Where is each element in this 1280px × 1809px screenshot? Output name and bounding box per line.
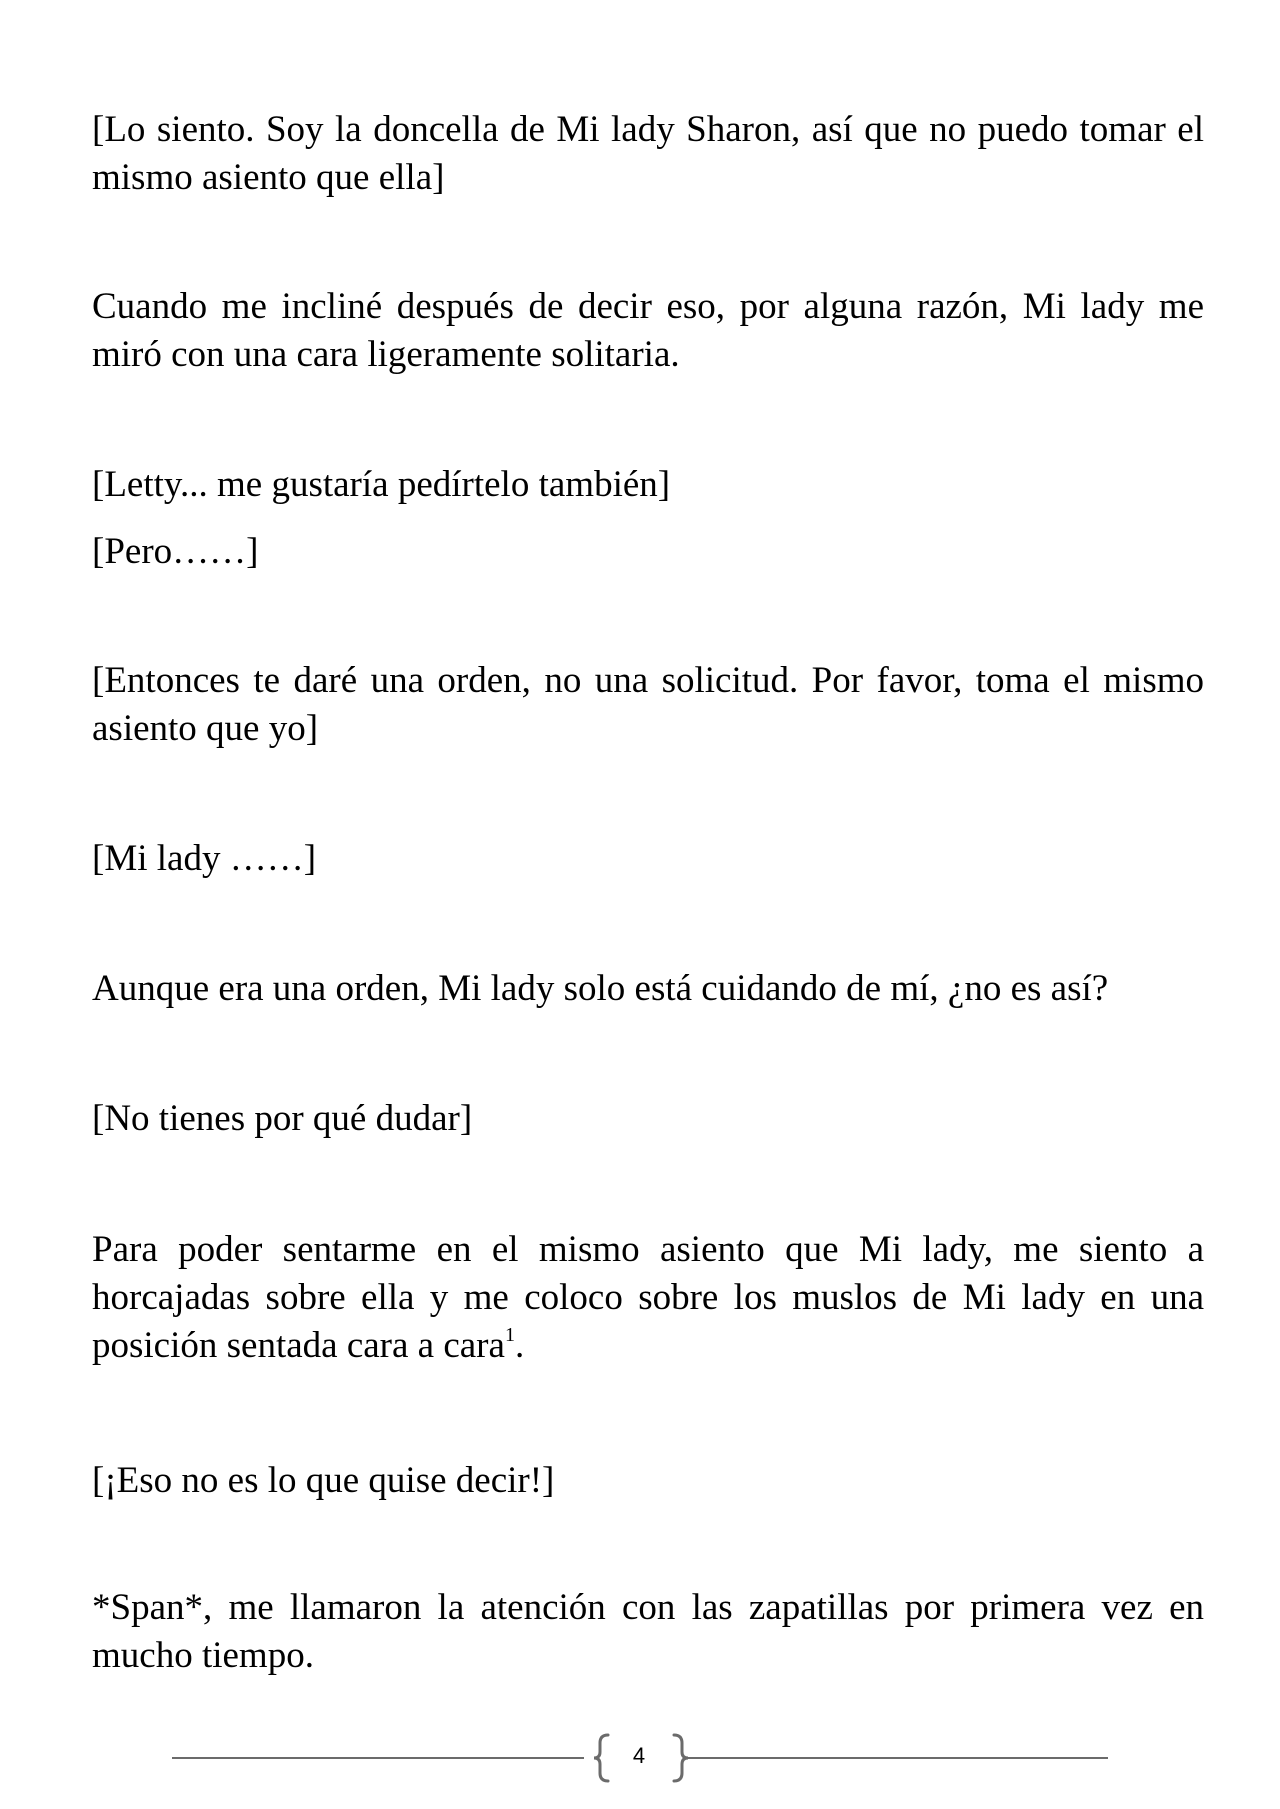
paragraph-dialogue-letty: [Letty... me gustaría pedírtelo también] [92,464,671,505]
paragraph-narration-bow: Cuando me incliné después de decir eso, por alguna razón, Mi lady me miró con una cara ligeramente solitaria. [92,286,1204,375]
paragraph-dialogue-pero: [Pero……] [92,531,259,572]
paragraph-dialogue-doubt: [No tienes por qué dudar] [92,1098,473,1139]
paragraph-seat-end: . [514,1325,525,1366]
paragraph-narration-slippers: *Span*, me llamaron la atención con las zapatillas por primera vez en mucho tiempo. [92,1587,1204,1676]
paragraph-dialogue-order: [Entonces te daré una orden, no una solicitud. Por favor, toma el mismo asiento que yo] [92,660,1204,749]
footnote-reference: 1 [504,1324,515,1346]
right-brace-icon [670,1733,690,1783]
paragraph-dialogue-exclaim: [¡Eso no es lo que quise decir!] [92,1460,555,1501]
footer-rule-right [688,1757,1108,1759]
page-number: 4 [632,1743,646,1768]
paragraph-dialogue-milady: [Mi lady ……] [92,838,317,879]
left-brace-icon [592,1733,612,1783]
footer-rule-left [172,1757,584,1759]
paragraph-dialogue-apology: [Lo siento. Soy la doncella de Mi lady Sharon, así que no puedo tomar el mismo asiento que ella] [92,109,1204,198]
paragraph-narration-care: Aunque era una orden, Mi lady solo está cuidando de mí, ¿no es así? [92,968,1109,1009]
page-footer [0,1733,1280,1783]
paragraph-narration-seat [92,1226,1204,1370]
paragraph-seat-text: Para poder sentarme en el mismo asiento que Mi lady, me siento a horcajadas sobre ella y me coloco sobre los muslos de Mi lady en una posición sentada cara a cara [92,1229,1204,1366]
